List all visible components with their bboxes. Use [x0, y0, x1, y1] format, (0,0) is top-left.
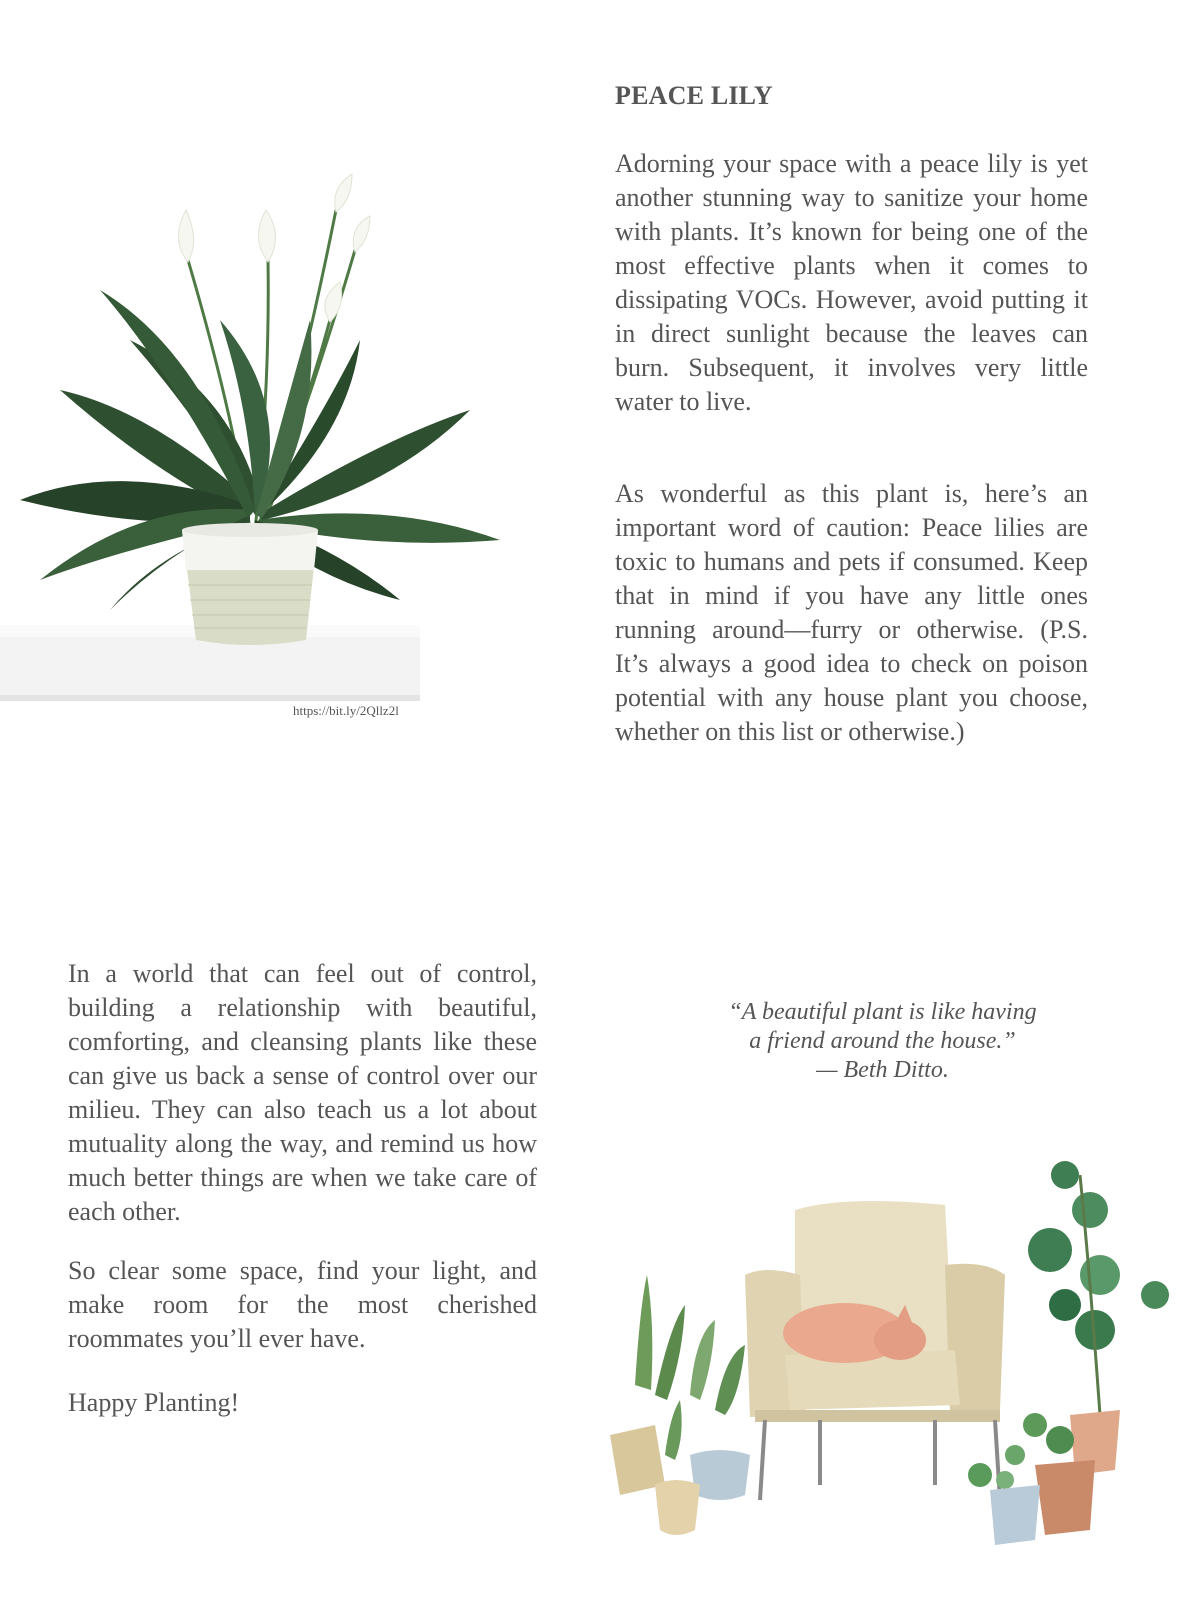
- quote-attribution: — Beth Ditto.: [816, 1057, 949, 1083]
- watercolor-chair-scene: [595, 1155, 1175, 1555]
- peace-lily-paragraph-2: As wonderful as this plant is, here’s an important word of caution: Peace lilies are toxic to humans and pets if consumed. Keep that in mind if you have any little ones running around—furry or otherwise. (P.S. It’s always a good idea to check on poison potential with any house plant you choose, whether on this list or otherwise.): [615, 479, 1088, 746]
- peace-lily-illustration: [0, 170, 520, 710]
- chair-plants-illustration: [595, 1155, 1175, 1555]
- quote-block: [700, 998, 1065, 1085]
- peace-lily-photo: [0, 170, 520, 710]
- peace-lily-paragraph-1: Adorning your space with a peace lily is yet another stunning way to sanitize your home with plants. It’s known for being one of the most effective plants when it comes to dissipating VOCs. However, avoid putting it in direct sunlight because the leaves can burn. Subsequent, it involves very little water to live.: [615, 149, 1088, 416]
- sign-off: Happy Planting!: [68, 1388, 240, 1417]
- quote-line-1: “A beautiful plant is like having: [728, 999, 1037, 1025]
- closing-paragraph-2: So clear some space, find your light, and make room for the most cherished roommates you’ll ever have.: [68, 1256, 537, 1353]
- quote-line-2: a friend around the house.”: [749, 1028, 1016, 1054]
- closing-paragraph-1: In a world that can feel out of control, building a relationship with beautiful, comforting, and cleansing plants like these can give us back a sense of control over our milieu. They can also teach us a lot about mutuality along the way, and remind us how much better things are when we take care of each other.: [68, 959, 537, 1226]
- section-title: PEACE LILY: [615, 81, 773, 110]
- image-source-caption[interactable]: https://bit.ly/2Qllz2l: [293, 703, 399, 718]
